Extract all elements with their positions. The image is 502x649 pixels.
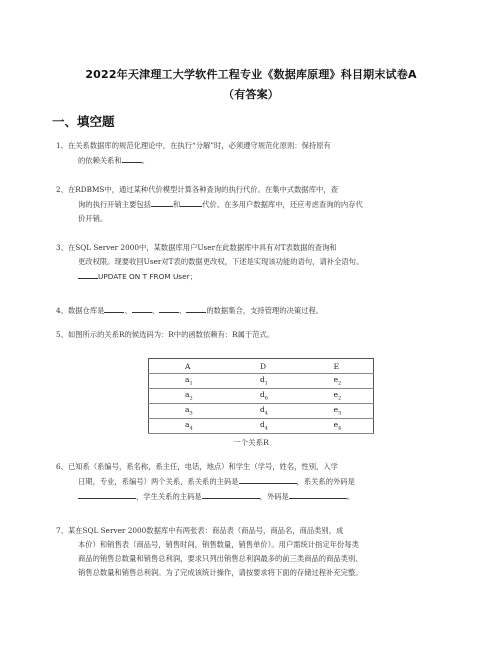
- answer-blank: [122, 153, 142, 163]
- table-row: [149, 389, 374, 404]
- table-cell: $a_1$: [149, 374, 226, 389]
- table-cell: $d_4$: [226, 404, 300, 419]
- table-row: [149, 404, 374, 419]
- page-subtitle: （有答案）: [223, 88, 279, 101]
- question-2: [56, 183, 448, 226]
- table-cell: $a_3$: [149, 404, 226, 419]
- q7-line-4: 销售总数量和销售总利润。为了完成该统计操作，请按要求将下面的存储过程补充完整。: [78, 568, 363, 577]
- q1-line-2: 的依赖关系和 。: [56, 153, 448, 168]
- question-5: [56, 328, 448, 342]
- column-header: D: [226, 359, 300, 374]
- table-caption: 一个关系R: [233, 438, 269, 447]
- answer-blank: [186, 303, 206, 313]
- relation-r-table: [148, 358, 374, 434]
- column-header: A: [149, 359, 226, 374]
- q1-line-1: 1、在关系数据库的规范化理论中，在执行“分解”时，必须遵守规范化原则：保持原有: [56, 141, 331, 150]
- table-cell: $e_4$: [300, 419, 374, 434]
- answer-blank: [202, 489, 260, 499]
- answer-blank: [78, 269, 98, 279]
- q7-line-1: 7、某在SQL Server 2000数据库中有两张表：商品表（商品号，商品名，商品类别，成: [56, 526, 344, 535]
- answer-blank: [180, 197, 202, 207]
- column-header: E: [300, 359, 374, 374]
- answer-blank: [151, 197, 173, 207]
- q4-line-1: 4、数据仓库是 、 、 、 的数据集合，支持管理的决策过程。: [56, 303, 448, 318]
- table-cell: $e_2$: [300, 374, 374, 389]
- table-cell: $e_2$: [300, 389, 374, 404]
- question-3: [56, 241, 448, 284]
- answer-blank: [104, 303, 124, 313]
- question-4: [56, 303, 448, 318]
- question-1: [56, 139, 448, 168]
- answer-blank: [78, 489, 136, 499]
- table-cell: $d_4$: [226, 419, 300, 434]
- q2-line-3: 价开销。: [78, 214, 108, 223]
- table-cell: $d_6$: [226, 389, 300, 404]
- table-cell: $a_4$: [149, 419, 226, 434]
- q6-line-2: 日期，专业，系编号）两个关系，系关系的主码是 ，系关系的外码是: [56, 474, 448, 489]
- table-row: [149, 374, 374, 389]
- table-cell: $d_1$: [226, 374, 300, 389]
- table-cell: $e_3$: [300, 404, 374, 419]
- q7-line-3: 商品的销售总数量和销售总利润，要求只列出销售总利润最多的前三类商品的商品类别、: [78, 554, 363, 563]
- question-7: [56, 524, 448, 580]
- table-row: [149, 419, 374, 434]
- answer-blank: [239, 474, 297, 484]
- q3-line-2: 更改权限。现要收回User对T表的数据更改权，下述是实现该功能的语句，请补全语句。: [78, 257, 364, 266]
- q7-line-2: 本价）和销售表（商品号，销售时间，销售数量，销售单价）。用户需统计指定年份每类: [78, 540, 359, 549]
- page-title: 2022年天津理工大学软件工程专业《数据库原理》科目期末试卷A: [85, 68, 417, 81]
- q3-line-1: 3、在SQL Server 2000中，某数据库用户User在此数据库中具有对T表数据的查询和: [56, 243, 337, 252]
- q2-line-1: 2、在RDBMS中，通过某种代价模型计算各种查询的执行代价。在集中式数据库中，查: [56, 185, 338, 194]
- table-header-row: [149, 359, 374, 374]
- answer-blank: [159, 303, 179, 313]
- section-heading: 一、填空题: [52, 114, 115, 129]
- answer-blank: [289, 489, 347, 499]
- q5-line-1: 5、如图所示的关系R的候选码为：R中的函数依赖有：R属于范式。: [56, 330, 275, 339]
- q6-line-1: 6、已知系（系编号，系名称，系主任，电话，地点）和学生（学号，姓名，性别，入学: [56, 462, 338, 471]
- q3-line-3: UPDATE ON T FROM User；: [56, 269, 448, 284]
- table-cell: $a_2$: [149, 389, 226, 404]
- question-6: [56, 460, 448, 504]
- q6-line-3: ，学生关系的主码是 ，外码是 。: [56, 489, 448, 504]
- q2-line-2: 询的执行开销主要包括 和 代价。在多用户数据库中，还应考虑查询的内存代: [56, 197, 448, 212]
- answer-blank: [132, 303, 152, 313]
